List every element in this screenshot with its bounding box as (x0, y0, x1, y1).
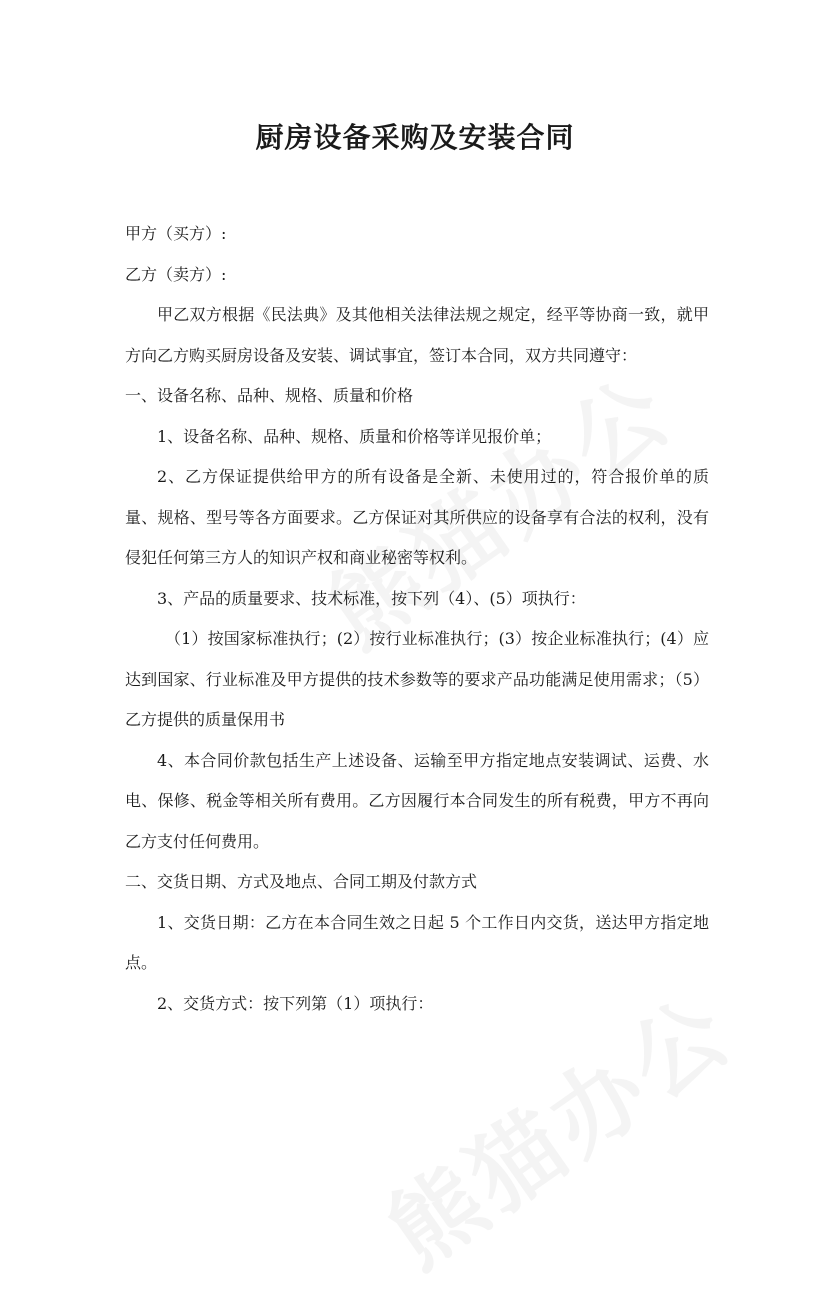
clause-1-4: 4、本合同价款包括生产上述设备、运输至甲方指定地点安装调试、运费、水电、保修、税金等相关所有费用。乙方因履行本合同发生的所有税费，甲方不再向乙方支付任何费用。 (125, 750, 709, 851)
clause-1-3: 3、产品的质量要求、技术标准，按下列（4）、(5）项执行： (157, 588, 586, 608)
clause-2-1: 1、交货日期：乙方在本合同生效之日起 5 个工作日内交货，送达甲方指定地点。 (125, 912, 709, 972)
clause-1-1: 1、设备名称、品种、规格、质量和价格等详见报价单； (157, 426, 552, 446)
clause-1-3-options: （1）按国家标准执行；(2）按行业标准执行；(3）按企业标准执行；(4）应达到国家、行业标准及甲方提供的技术参数等的要求产品功能满足使用需求；（5）乙方提供的质量保用书 (125, 629, 709, 729)
section-heading-2: 二、交货日期、方式及地点、合同工期及付款方式 (125, 872, 478, 891)
clause-2-2: 2、交货方式：按下列第（1）项执行： (157, 993, 434, 1013)
party-b-line: 乙方（卖方）: (125, 264, 227, 284)
section-heading-1: 一、设备名称、品种、规格、质量和价格 (125, 386, 414, 405)
party-a-line: 甲方（买方）: (125, 224, 227, 243)
document-body (125, 214, 709, 1024)
document-title: 厨房设备采购及安装合同 (255, 121, 575, 154)
preamble-paragraph: 甲乙双方根据《民法典》及其他相关法律法规之规定，经平等协商一致，就甲方向乙方购买厨房设备及安装、调试事宜，签订本合同，双方共同遵守： (125, 305, 709, 365)
clause-1-2: 2、乙方保证提供给甲方的所有设备是全新、未使用过的，符合报价单的质量、规格、型号等各方面要求。乙方保证对其所供应的设备享有合法的权利，没有侵犯任何第三方人的知识产权和商业秘密等权利。 (125, 467, 709, 567)
